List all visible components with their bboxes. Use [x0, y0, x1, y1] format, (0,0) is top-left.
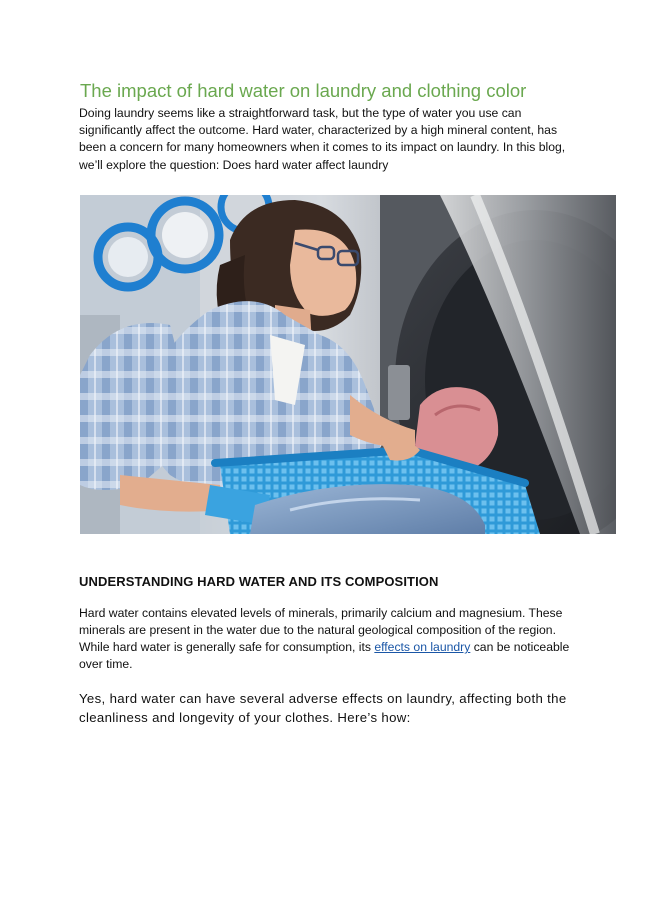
body-paragraph — [79, 605, 579, 673]
laundry-photo — [80, 195, 616, 534]
effects-on-laundry-link[interactable]: effects on laundry — [374, 640, 471, 655]
body-text-before-link: Hard water contains elevated levels of minerals, primarily calcium and magnesium. These minerals are present in the water due to the natural geological composition of the region. While hard water is generally safe for consumption, its — [79, 606, 563, 655]
summary-paragraph: Yes, hard water can have several adverse effects on laundry, affecting both the cleanliness and longevity of your clothes. Here’s how: — [79, 691, 567, 726]
body-text-after-link: can be noticeable over time. — [79, 640, 570, 672]
article-title: The impact of hard water on laundry and clothing color — [80, 80, 527, 101]
section-heading: UNDERSTANDING HARD WATER AND ITS COMPOSITION — [79, 574, 439, 589]
intro-paragraph: Doing laundry seems like a straightforward task, but the type of water you use can significantly affect the outcome. Hard water, characterized by a high mineral content, has been a concern for many homeowners when it comes to its impact on laundry. In this blog, we’ll explore the question: Does hard water affect laundry — [79, 106, 566, 172]
